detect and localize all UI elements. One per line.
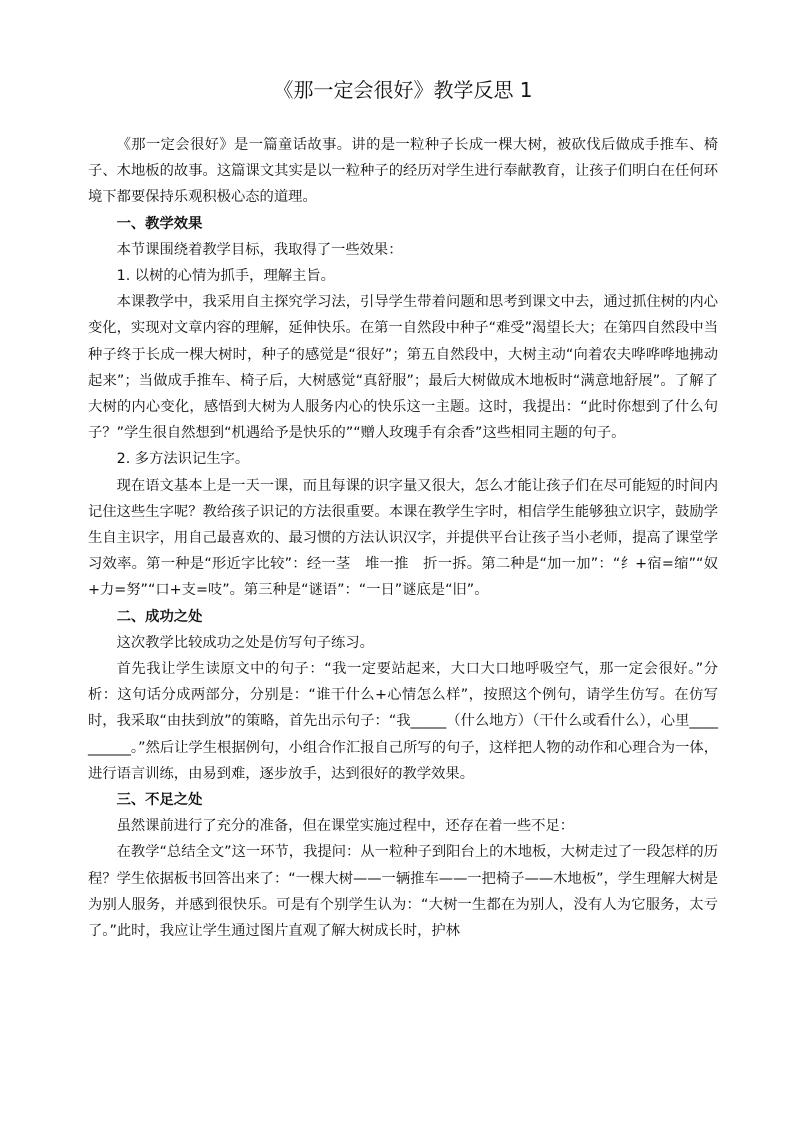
subheading-point-2: 2. 多方法识记生字。 — [116, 451, 250, 468]
paragraph: 这次教学比较成功之处是仿写句子练习。 — [116, 634, 374, 651]
paragraph: 现在语文基本上是一天一课，而且每课的识字量又很大，怎么才能让孩子们在尽可能短的时间内记住这些生字呢？教给孩子识记的方法很重要。本课在教学生字时，相信学生能够独立识字，鼓励学生自主识字，用自己最喜欢的、最习惯的方法认识汉字，并提供平台让孩子当小老师，提高了课堂学习效率。第一种是“形近字比较”：经一茎 堆一推 折一拆。第二种是“加一加”：“纟+宿=缩”“奴+力=努”“口+支=吱”。第三种是“谜语”：“一日”谜底是“旧”。 — [88, 477, 718, 599]
subheading-point-1: 1. 以树的心情为抓手，理解主旨。 — [116, 268, 335, 285]
intro-paragraph: 《那一定会很好》是一篇童话故事。讲的是一粒种子长成一棵大树，被砍伐后做成手推车、椅子、木地板的故事。这篇课文其实是以一粒种子的经历对学生进行奉献教育，让孩子们明白在任何环境下都要保持乐观积极心态的道理。 — [88, 137, 718, 206]
document-title: 《那一定会很好》教学反思 1 — [273, 78, 533, 102]
paragraph: 本课教学中，我采用自主探究学习法，引导学生带着问题和思考到课文中去，通过抓住树的内心变化，实现对文章内容的理解，延伸快乐。在第一自然段中种子“难受”渴望长大；在第四自然段中当种子终于长成一棵大树时，种子的感觉是“很好”；第五自然段中，大树主动“向着农夫哗哗哗地拂动起来”；当做成手推车、椅子后，大树感觉“真舒服”；最后大树做成木地板时“满意地舒展”。了解了大树的内心变化，感悟到大树为人服务内心的快乐这一主题。这时，我提出：“此时你想到了什么句子？”学生很自然想到“机遇给予是快乐的”“赠人玫瑰手有余香”这些相同主题的句子。 — [88, 294, 718, 442]
paragraph: 虽然课前进行了充分的准备，但在课堂实施过程中，还存在着一些不足： — [116, 818, 575, 835]
paragraph: 在教学“总结全文”这一环节，我提问：从一粒种子到阳台上的木地板，大树走过了一段怎样的历程？学生依据板书回答出来了：“一棵大树——一辆推车——一把椅子——木地板”，学生理解大树是为别人服务，并感到很快乐。可是有个别学生认为：“大树一生都在为别人，没有人为它服务，太亏了。”此时，我应让学生通过图片直观了解大树成长时，护林 — [88, 844, 718, 940]
section-heading-teaching-effect: 一、教学效果 — [116, 215, 203, 232]
document-body — [88, 132, 718, 944]
section-heading-shortcomings: 三、不足之处 — [116, 792, 203, 809]
document-page — [88, 0, 718, 1123]
paragraph: 本节课围绕着教学目标，我取得了一些效果： — [116, 241, 403, 258]
paragraph: 首先我让学生读原文中的句子：“我一定要站起来，大口大口地呼吸空气，那一定会很好。”分析：这句话分成两部分，分别是：“谁干什么+心情怎么样”，按照这个例句，请学生仿写。在仿写时，我采取“由扶到放”的策略，首先出示句子：“我_____（什么地方）（干什么或看什么），心里__________。”然后让学生根据例句，小组合作汇报自己所写的句子，这样把人物的动作和心理合为一体，进行语言训练，由易到难，逐步放手，达到很好的教学效果。 — [88, 661, 718, 782]
section-heading-success: 二、成功之处 — [116, 608, 203, 625]
